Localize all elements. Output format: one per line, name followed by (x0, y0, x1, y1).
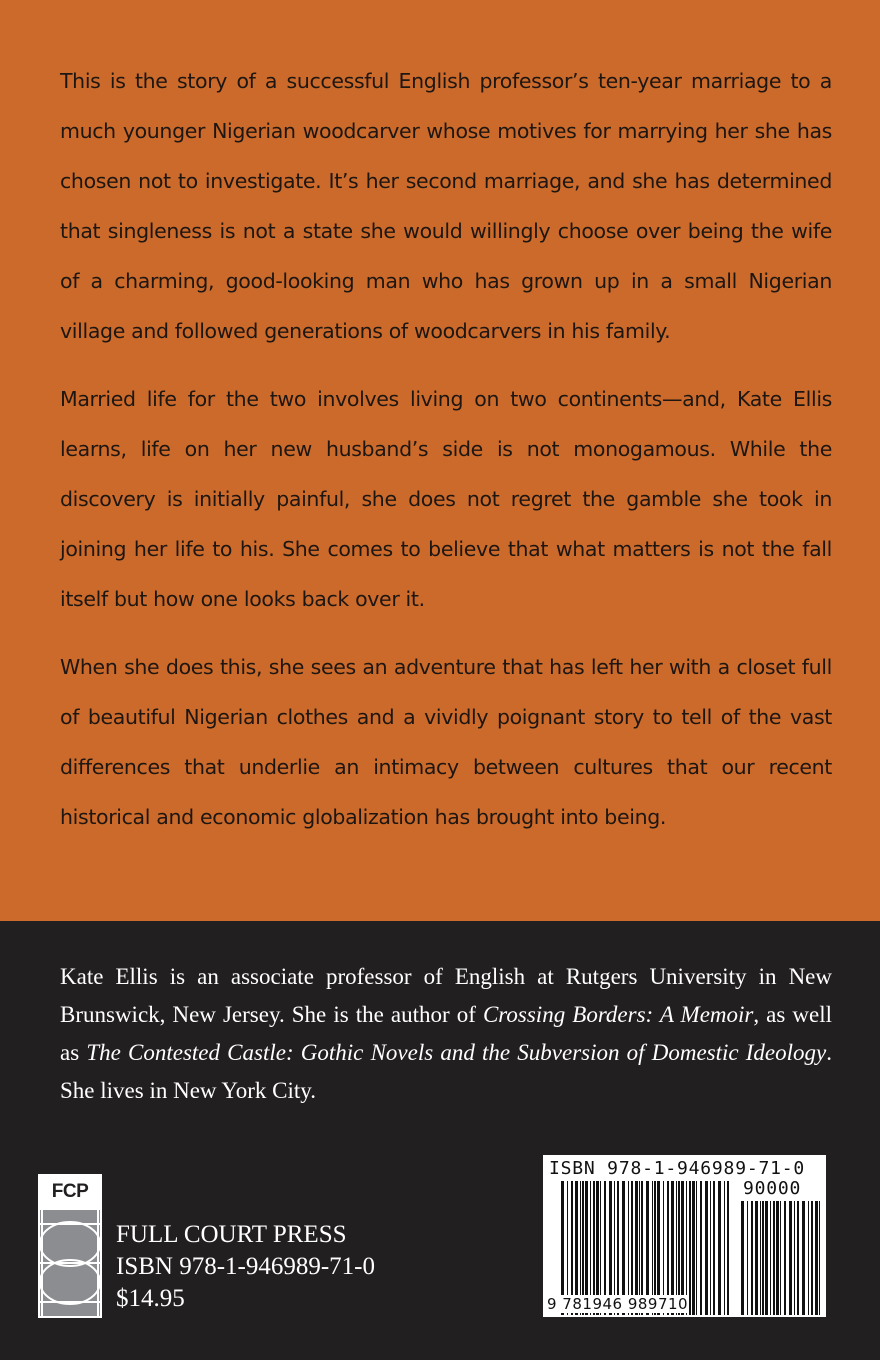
book-title-contested-castle: The Contested Castle: Gothic Novels and the Subversion of Domestic Ideology (86, 1040, 827, 1065)
main-bars-bar-37 (710, 1181, 711, 1315)
publisher-logo-text: FCP (40, 1176, 100, 1208)
court-lines-icon (40, 1210, 100, 1316)
main-bars-bar-38 (713, 1181, 715, 1315)
addon-bars-bar-7 (770, 1201, 771, 1315)
barcode-price-code: 90000 (743, 1178, 802, 1199)
main-bars-bar-39 (718, 1181, 721, 1315)
addon-bars-bar-5 (762, 1201, 764, 1315)
book-price: $14.95 (116, 1285, 185, 1312)
addon-bars-bar-12 (789, 1201, 792, 1315)
addon-bars-bar-3 (755, 1201, 758, 1315)
description-paragraph-1: This is the story of a successful English professor’s ten-year marriage to a much younger Nigerian woodcarver whose motives for marrying her she has chosen not to investigate. It’s her second marriage, and she has determined that singleness is not a state she would willingly choose over being the wife of a charming, good-looking man who has grown up in a small Nigerian village and followed generations of woodcarvers in his family. (60, 69, 832, 343)
main-bars-bar-32 (689, 1181, 691, 1315)
publisher-logo (38, 1174, 102, 1318)
addon-bars-bar-16 (808, 1201, 809, 1315)
addon-bars-bar-11 (784, 1201, 786, 1315)
barcode-isbn-text: ISBN 978-1-946989-71-0 (549, 1158, 806, 1179)
barcode-ean-number: 9 781946 989710 (547, 1295, 689, 1313)
main-bars-bar-41 (727, 1181, 729, 1315)
author-panel (0, 921, 880, 1360)
addon-bars-bar-0 (741, 1201, 744, 1315)
addon-bars-bar-2 (751, 1201, 753, 1315)
description-paragraph-2: Married life for the two involves living on two continents—and, Kate Ellis learns, life on her new husband’s side is not monogamous. While the discovery is initially painful, she does not regret the gamble she took in joining her life to his. She comes to believe that what matters is not the fall itself but how one looks back over it. (60, 387, 832, 611)
main-bars-bar-33 (692, 1181, 695, 1315)
addon-bars-bar-8 (773, 1201, 775, 1315)
publisher-name: FULL COURT PRESS (116, 1221, 347, 1248)
author-bio (60, 958, 832, 1110)
addon-bars-bar-14 (797, 1201, 799, 1315)
book-description (60, 56, 832, 860)
main-bars-bar-36 (705, 1181, 708, 1315)
publisher-info (116, 1219, 375, 1315)
addon-bars-bar-15 (802, 1201, 805, 1315)
addon-bars-bar-18 (815, 1201, 818, 1315)
main-bars-bar-34 (696, 1181, 697, 1315)
addon-bars-bar-6 (765, 1201, 768, 1315)
main-bars-bar-35 (700, 1181, 702, 1315)
publisher-isbn: ISBN 978-1-946989-71-0 (116, 1253, 376, 1280)
addon-bars-bar-9 (776, 1201, 779, 1315)
isbn-barcode (543, 1155, 826, 1317)
author-bio-text-1: Kate Ellis is an associate professor of English at Rutgers University in New Brunswick, New Jersey. She is the author of (60, 964, 832, 1027)
addon-bars-bar-1 (747, 1201, 748, 1315)
price-addon-bars (741, 1201, 820, 1315)
addon-bars-bar-10 (780, 1201, 781, 1315)
book-title-crossing-borders: Crossing Borders: A Memoir (482, 1002, 754, 1027)
addon-bars-bar-19 (819, 1201, 820, 1315)
author-bio-text-3: . She lives in New York City. (60, 1040, 832, 1103)
publisher-logo-mark (40, 1210, 100, 1316)
main-bars-bar-40 (724, 1181, 725, 1315)
addon-bars-bar-13 (794, 1201, 795, 1315)
description-paragraph-3: When she does this, she sees an adventure that has left her with a closet full of beautiful Nigerian clothes and a vividly poignant story to tell of the vast differences that underlie an intimacy between cultures that our recent historical and economic globalization has brought into being. (60, 655, 832, 829)
addon-bars-bar-17 (811, 1201, 813, 1315)
addon-bars-bar-4 (760, 1201, 761, 1315)
author-bio-text-2: , as well as (60, 1002, 832, 1065)
